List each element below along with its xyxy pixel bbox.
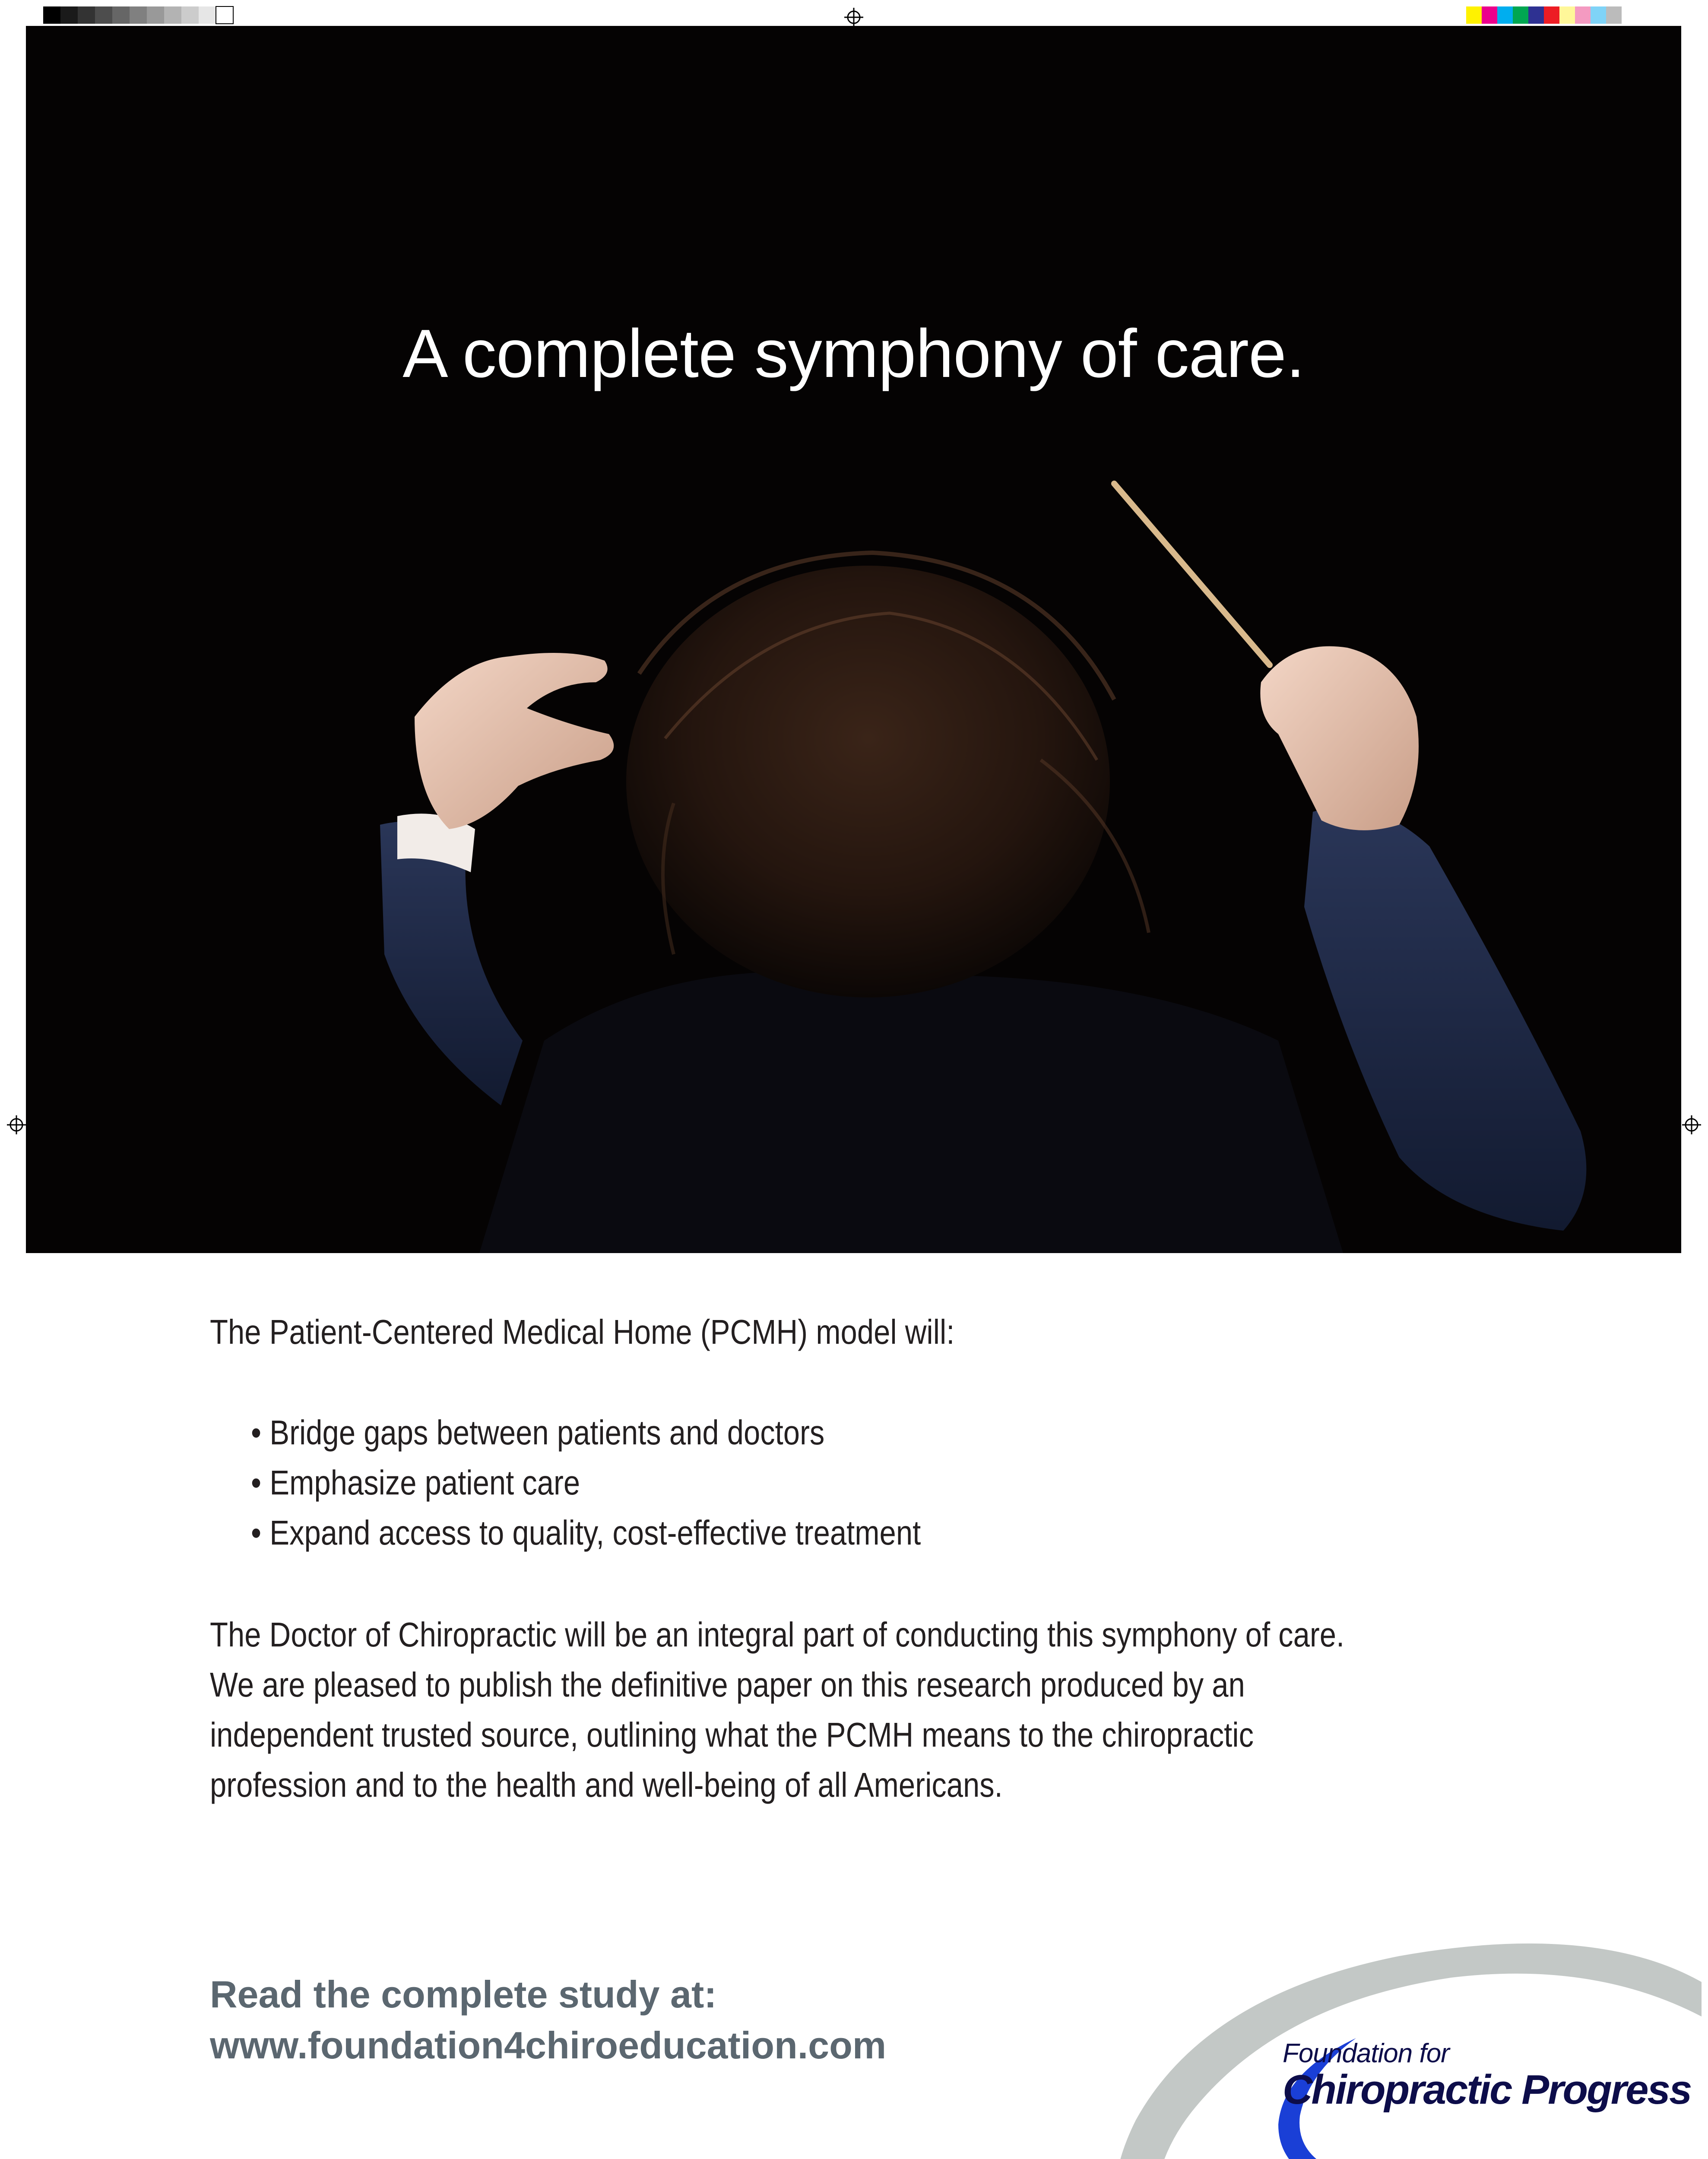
color-bar (1466, 6, 1622, 24)
conductor-back (479, 972, 1343, 1253)
logo-line-1: Foundation for (1283, 2039, 1449, 2068)
body-line: The Doctor of Chiropractic will be an integral part of conducting this symphony of care. (210, 1615, 1345, 1654)
call-to-action (210, 1969, 886, 2071)
benefits-list (251, 1408, 1505, 1558)
list-item: • Emphasize patient care (251, 1458, 1330, 1508)
logo-line-2: Chiropractic Progress (1283, 2067, 1691, 2113)
body-line: independent trusted source, outlining what the PCMH means to the chiropractic (210, 1716, 1254, 1754)
right-hand (1260, 646, 1419, 830)
body-line: We are pleased to publish the definitive paper on this research produced by an (210, 1665, 1245, 1704)
body-content (210, 1308, 1505, 1810)
headline: A complete symphony of care. (402, 316, 1305, 392)
cta-label: Read the complete study at: (210, 1973, 717, 2016)
foundation-logo-text (1283, 2038, 1691, 2114)
conductor-hair (626, 566, 1110, 997)
list-item: • Bridge gaps between patients and doctors (251, 1408, 1330, 1458)
body-line: profession and to the health and well-being of all Americans. (210, 1766, 1003, 1804)
left-hand (415, 653, 614, 829)
right-sleeve (1304, 807, 1586, 1231)
grayscale-bar (43, 6, 233, 24)
conductor-illustration (26, 26, 1681, 1253)
hero-photo (26, 26, 1681, 1253)
cta-url-link[interactable]: www.foundation4chiroeducation.com (210, 2024, 887, 2067)
baton (1114, 484, 1270, 665)
intro-text: The Patient-Centered Medical Home (PCMH) model will: (210, 1313, 955, 1351)
list-item: • Expand access to quality, cost-effective treatment (251, 1508, 1330, 1558)
body-paragraph (210, 1610, 1505, 1810)
